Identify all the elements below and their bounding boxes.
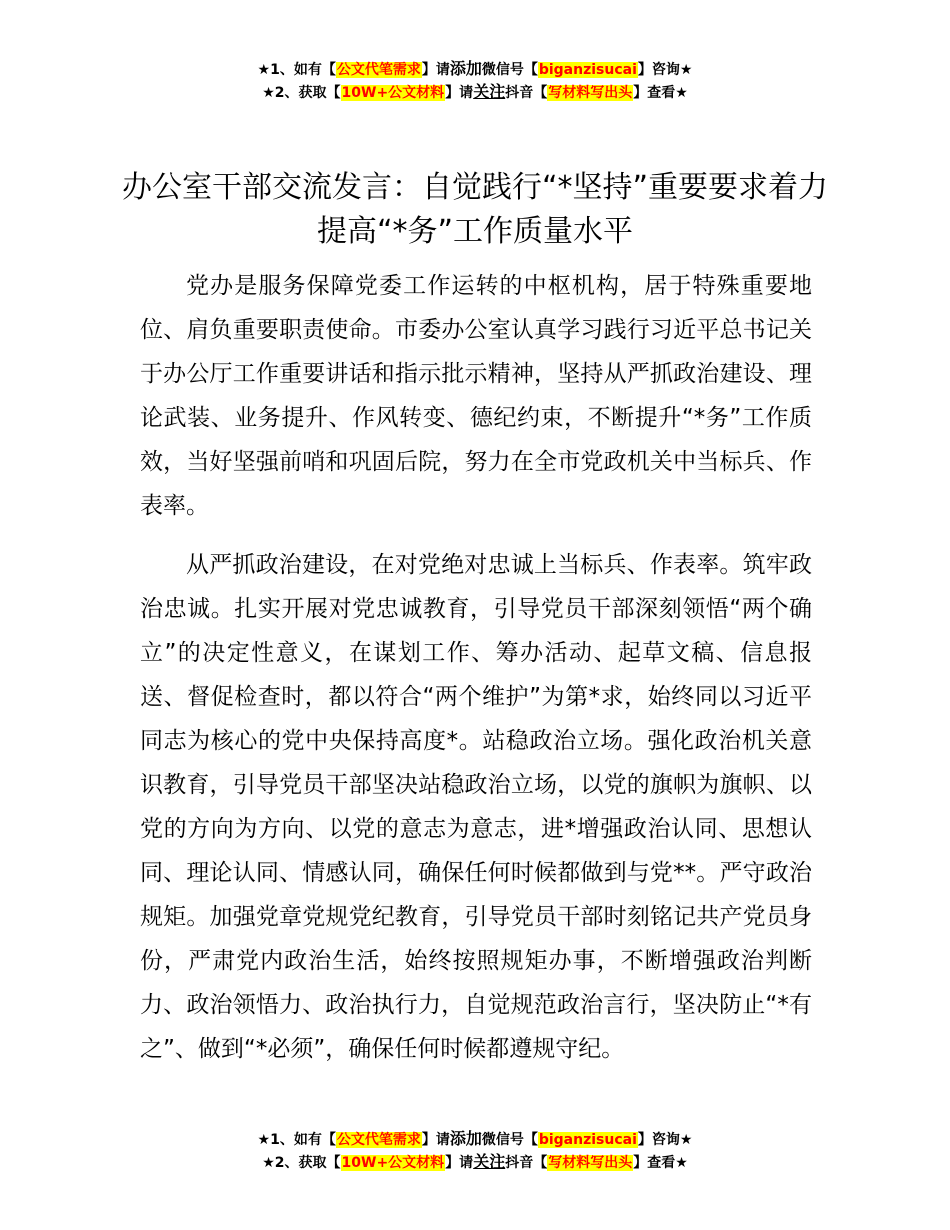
- promo-highlight: 10W+公文材料: [341, 1155, 445, 1171]
- promo-text: ★2、获取【: [262, 85, 341, 101]
- promo-text: 】请: [421, 62, 450, 78]
- promo-emphasis: 添加: [449, 1129, 482, 1148]
- promo-emphasis: 添加: [449, 59, 482, 78]
- promo-banner-bottom: [0, 1128, 950, 1174]
- promo-text: 】查看★: [633, 1155, 688, 1171]
- promo-text: 】查看★: [633, 85, 688, 101]
- promo-text: 】咨询★: [637, 1132, 693, 1148]
- promo-line-2: [0, 1151, 950, 1174]
- promo-banner-top: [0, 58, 950, 104]
- document-title: 办公室干部交流发言：自觉践行“*坚持”重要要求着力提高“*务”工作质量水平: [121, 170, 829, 249]
- promo-line-1: [0, 58, 950, 81]
- promo-line-2: [0, 81, 950, 104]
- promo-text: 抖音【: [505, 1155, 548, 1171]
- promo-text: 微信号【: [481, 62, 538, 78]
- promo-text: 抖音【: [505, 85, 548, 101]
- promo-highlight: 公文代笔需求: [336, 1132, 421, 1148]
- promo-text: 】请: [445, 85, 474, 101]
- promo-line-1: [0, 1128, 950, 1151]
- promo-emphasis: 关注: [473, 1152, 506, 1171]
- promo-douyin-account: 写材料写出头: [548, 85, 633, 101]
- promo-text: 】请: [445, 1155, 474, 1171]
- document-body: [140, 264, 812, 1071]
- promo-text: ★1、如有【: [257, 1132, 336, 1148]
- promo-text: ★2、获取【: [262, 1155, 341, 1171]
- paragraph: 从严抓政治建设，在对党绝对忠诚上当标兵、作表率。筑牢政治忠诚。扎实开展对党忠诚教育，引导党员干部深刻领悟“两个确立”的决定性意义，在谋划工作、筹办活动、起草文稿、信息报送、督促检查时，都以符合“两个维护”为第*求，始终同以习近平同志为核心的党中央保持高度*。站稳政治立场。强化政治机关意识教育，引导党员干部坚决站稳政治立场，以党的旗帜为旗帜、以党的方向为方向、以党的意志为意志，进*增强政治认同、思想认同、理论认同、情感认同，确保任何时候都做到与党**。严守政治规矩。加强党章党规党纪教育，引导党员干部时刻铭记共产党员身份，严肃党内政治生活，始终按照规矩办事，不断增强政治判断力、政治领悟力、政治执行力，自觉规范政治言行，坚决防止“*有之”、做到“*必须”，确保任何时候都遵规守纪。: [140, 552, 812, 1062]
- promo-wechat-id: biganzisucai: [538, 62, 637, 78]
- promo-emphasis: 关注: [473, 82, 506, 101]
- promo-douyin-account: 写材料写出头: [548, 1155, 633, 1171]
- promo-highlight: 公文代笔需求: [336, 62, 421, 78]
- promo-text: ★1、如有【: [257, 62, 336, 78]
- promo-text: 】咨询★: [637, 62, 693, 78]
- paragraph: 党办是服务保障党委工作运转的中枢机构，居于特殊重要地位、肩负重要职责使命。市委办公室认真学习践行习近平总书记关于办公厅工作重要讲话和指示批示精神，坚持从严抓政治建设、理论武装、业务提升、作风转变、德纪约束，不断提升“*务”工作质效，当好坚强前哨和巩固后院，努力在全市党政机关中当标兵、作表率。: [140, 273, 812, 519]
- promo-text: 】请: [421, 1132, 450, 1148]
- promo-text: 微信号【: [481, 1132, 538, 1148]
- promo-highlight: 10W+公文材料: [341, 85, 445, 101]
- promo-wechat-id: biganzisucai: [538, 1132, 637, 1148]
